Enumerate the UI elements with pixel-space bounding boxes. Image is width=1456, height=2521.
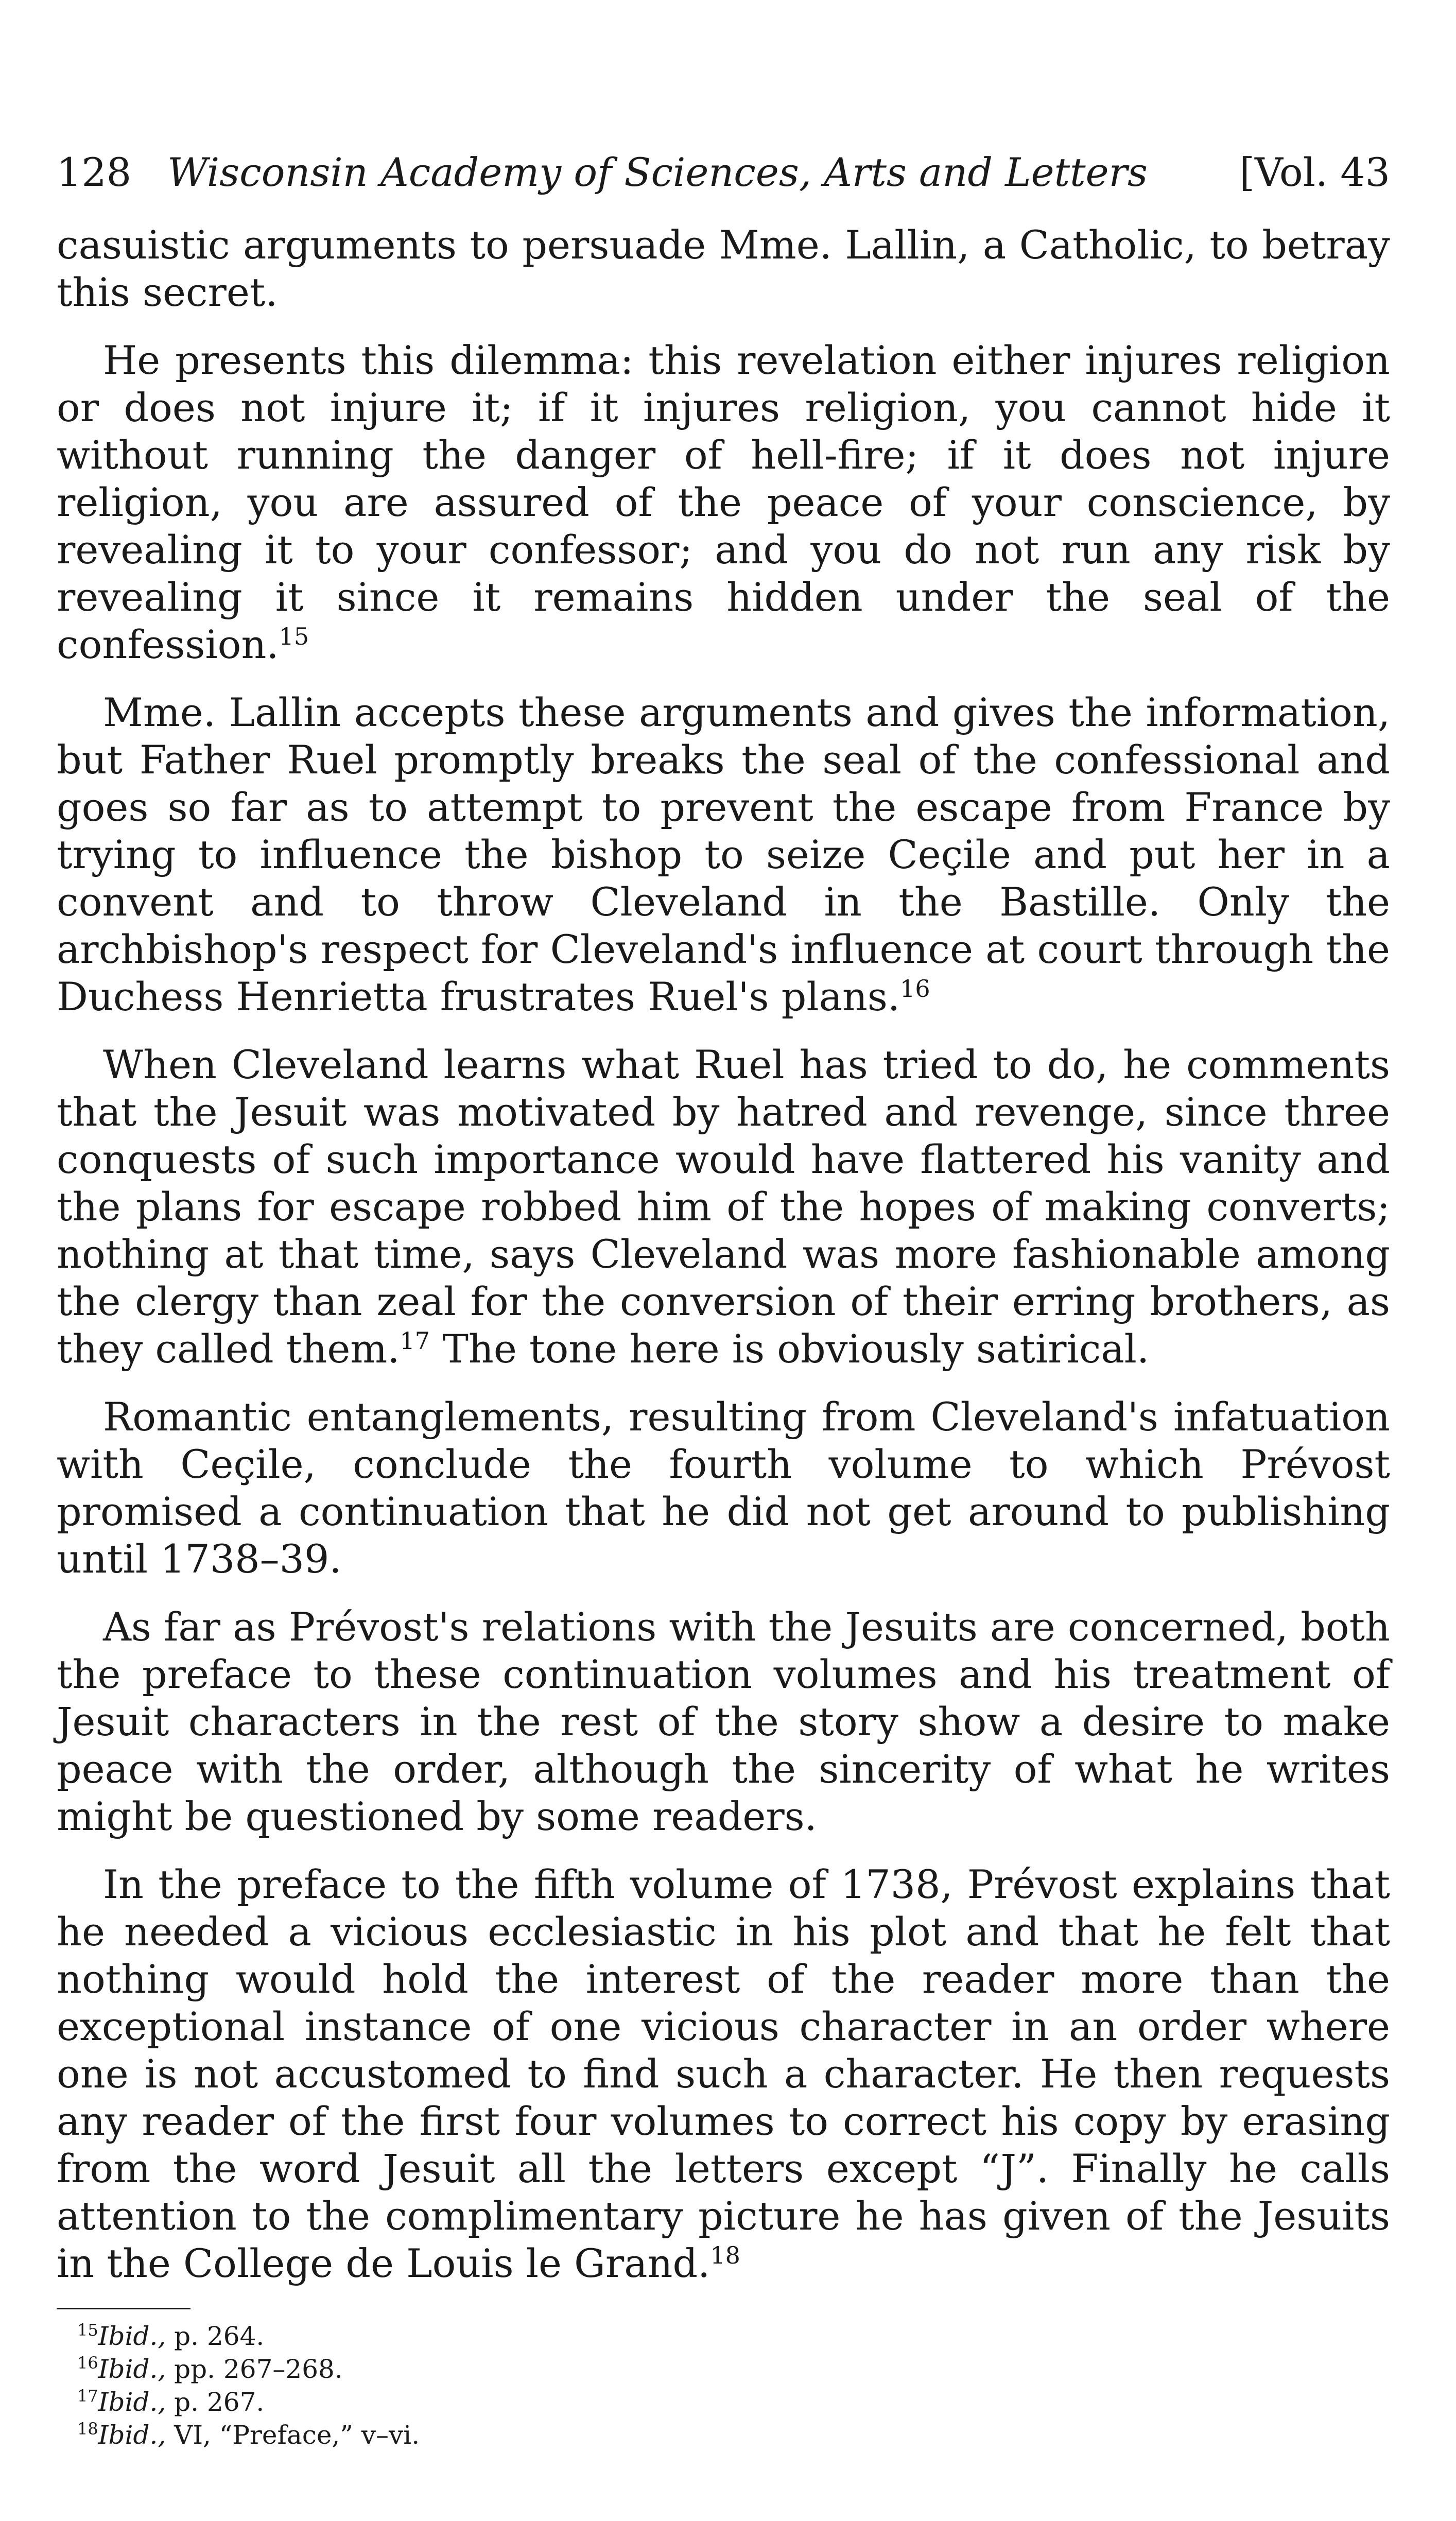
footnotes <box>57 2320 1390 2451</box>
paragraph-relations: As far as Prévost's relations with the Jesuits are concerned, both the preface to these continuation volumes and his treatment of Jesuit characters in the rest of the story show a desire to make peace with the order, although the sincerity of what he writes might be questioned by some readers. <box>57 1604 1390 1839</box>
footnote-15: $^{15}$Ibid., p. 264. <box>77 2320 265 2351</box>
paragraph-continuation: casuistic arguments to persuade Mme. Lallin, a Catholic, to betray this secret. <box>57 222 1390 315</box>
journal-title: Wisconsin Academy of Sciences, Arts and Letters <box>167 149 1148 195</box>
running-header <box>57 144 1390 201</box>
volume-label: [Vol. 43 <box>1239 149 1390 195</box>
footnote-ref-18: 18 <box>710 2241 740 2269</box>
footnote-ref-16: 16 <box>900 975 930 1003</box>
footnote-18: $^{18}$Ibid., VI, “Preface,” v–vi. <box>77 2419 420 2450</box>
paragraph-preface: In the preface to the fifth volume of 1738, Prévost explains that he needed a vicious ecclesiastic in his plot and that he felt that nothing would hold the interest of the reader more than the exceptional instance of one vicious character in an order where one is not accustomed to find such a character. He then requests any reader of the first four volumes to correct his copy by erasing from the word Jesuit all the letters except “J”. Finally he calls attention to the complimentary picture he has given of the Jesuits in the College de Louis le Grand.$^{18}$ <box>57 1861 1390 2286</box>
footnote-ref-15: 15 <box>279 623 309 650</box>
paragraph-dilemma-quote: He presents this dilemma: this revelation either injures religion or does not injure it; if it injures religion, you cannot hide it without running the danger of hell-fire; if it does not injure religion, you are assured of the peace of your conscience, by revealing it to your confessor; and you do not run any risk by revealing it since it remains hidden under the seal of the confession.$^{15}$ <box>57 337 1390 667</box>
paragraph-lallin: Mme. Lallin accepts these arguments and gives the information, but Father Ruel promptly breaks the seal of the confessional and goes so far as to attempt to prevent the escape from France by trying to influence the bishop to seize Ceçile and put her in a convent and to throw Cleveland in the Bastille. Only the archbishop's respect for Cleveland's influence at court through the Duchess Henrietta frustrates Ruel's plans.$^{16}$ <box>57 689 1390 1020</box>
paragraph-romantic: Romantic entanglements, resulting from Cleveland's infatuation with Ceçile, conclude the fourth volume to which Prévost promised a continuation that he did not get around to publishing until 1738–39. <box>57 1394 1390 1582</box>
footnote-divider <box>57 2308 190 2309</box>
page-number: 128 <box>57 149 132 195</box>
paragraph-cleveland: When Cleveland learns what Ruel has tried to do, he comments that the Jesuit was motivated by hatred and revenge, since three conquests of such importance would have flattered his vanity and the plans for escape robbed him of the hopes of making converts; nothing at that time, says Cleveland was more fashionable among the clergy than zeal for the conversion of their erring brothers, as they called them.$^{17}$ The tone here is obviously satirical. <box>57 1042 1390 1372</box>
footnote-ref-17: 17 <box>400 1327 430 1355</box>
footnote-17: $^{17}$Ibid., p. 267. <box>77 2386 265 2417</box>
document-page <box>57 144 1390 2451</box>
footnote-16: $^{16}$Ibid., pp. 267–268. <box>77 2353 343 2384</box>
body-text <box>57 221 1390 2287</box>
